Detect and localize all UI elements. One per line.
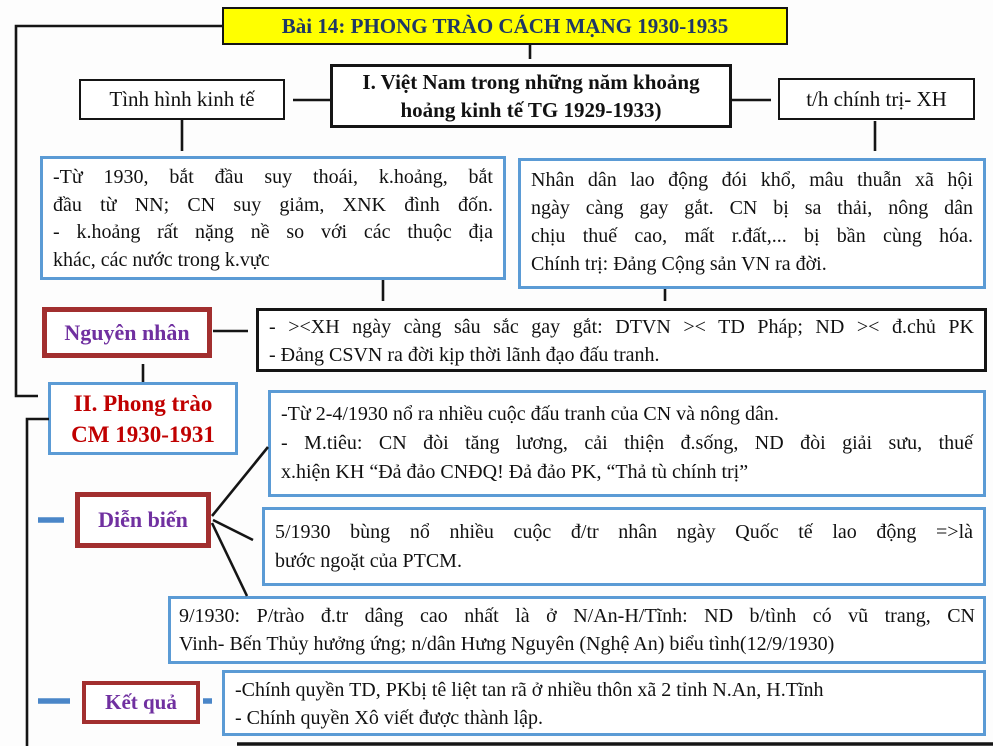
text-line: - Chính quyền Xô viết được thành lập.	[235, 707, 544, 729]
cause-detail-box	[256, 308, 987, 372]
text-line: chịu thuế cao, mất r.đất,... bị bần cùng hóa.	[531, 225, 973, 247]
lesson-title-text: Bài 14: PHONG TRÀO CÁCH MẠNG 1930-1935	[281, 13, 729, 38]
cause-label-box	[42, 307, 212, 358]
event-box-3	[168, 596, 986, 664]
result-detail-box	[222, 670, 986, 736]
text-line: I. Việt Nam trong những năm khoảng	[362, 70, 700, 94]
economy-label-text: Tình hình kinh tế	[109, 87, 255, 111]
text-line: -Từ 1930, bắt đầu suy thoái, k.hoảng, bắt	[53, 166, 493, 188]
text-line: đầu từ NN; CN suy giảm, XNK đình đốn.	[53, 193, 493, 216]
result-label-box	[82, 681, 200, 724]
cause-label-text: Nguyên nhân	[64, 319, 190, 345]
event-box-2	[262, 507, 986, 586]
text-line: CM 1930-1931	[71, 421, 215, 447]
development-label-text: Diễn biến	[98, 507, 188, 532]
economy-label-box	[79, 79, 285, 120]
text-line: - Đảng CSVN ra đời kịp thời lãnh đạo đấu tranh.	[269, 344, 660, 366]
arrow-development-to-event1	[212, 447, 268, 516]
arrow-development-to-event2	[213, 520, 253, 540]
economy-detail-box	[40, 156, 506, 280]
text-line: II. Phong trào	[73, 390, 213, 416]
text-line: -Chính quyền TD, PKbị tê liệt tan rã ở nhiều thôn xã 2 tỉnh N.An, H.Tĩnh	[235, 679, 824, 701]
section2-heading-box	[48, 382, 238, 455]
arrow-development-to-event3	[212, 523, 247, 596]
text-line: 9/1930: P/trào đ.tr dâng cao nhất là ở N/An-H/Tĩnh: ND b/tình có vũ trang, CN	[179, 605, 975, 627]
result-label-text: Kết quả	[105, 690, 177, 714]
text-line: - k.hoảng rất nặng nề so với các thuộc địa	[53, 221, 493, 243]
text-line: Chính trị: Đảng Cộng sản VN ra đời.	[531, 253, 827, 275]
text-line: - M.tiêu: CN đòi tăng lương, cải thiện đ.sống, ND đòi giải sưu, thuế	[281, 432, 973, 454]
text-line: hoảng kinh tế TG 1929-1933)	[400, 98, 662, 122]
section1-heading-box	[330, 64, 732, 128]
text-line: ngày càng gay gắt. CN bị sa thải, nông dân	[531, 197, 973, 219]
text-line: bước ngoặt của PTCM.	[275, 550, 462, 572]
text-line: khác, các nước trong k.vực	[53, 248, 270, 271]
lesson-title	[222, 7, 788, 45]
politics-label-text: t/h chính trị- XH	[806, 86, 947, 111]
politics-detail-box	[518, 158, 986, 289]
text-line: Vinh- Bến Thủy hưởng ứng; n/dân Hưng Nguyên (Nghệ An) biểu tình(12/9/1930)	[179, 633, 835, 655]
text-line: - ><XH ngày càng sâu sắc gay gắt: DTVN >< TD Pháp; ND >< đ.chủ PK	[269, 316, 974, 338]
development-label-box	[75, 492, 211, 548]
line-section2-down-spine	[27, 419, 49, 746]
politics-label-box	[778, 78, 975, 120]
text-line: 5/1930 bùng nổ nhiều cuộc đ/tr nhân ngày Quốc tế lao động =>là	[275, 521, 973, 543]
event-box-1	[268, 390, 986, 497]
text-line: Nhân dân lao động đói khổ, mâu thuẫn xã hội	[531, 169, 973, 191]
text-line: x.hiện KH “Đả đảo CNĐQ! Đả đảo PK, “Thả tù chính trị”	[281, 461, 749, 483]
text-line: -Từ 2-4/1930 nổ ra nhiều cuộc đấu tranh của CN và nông dân.	[281, 403, 779, 425]
